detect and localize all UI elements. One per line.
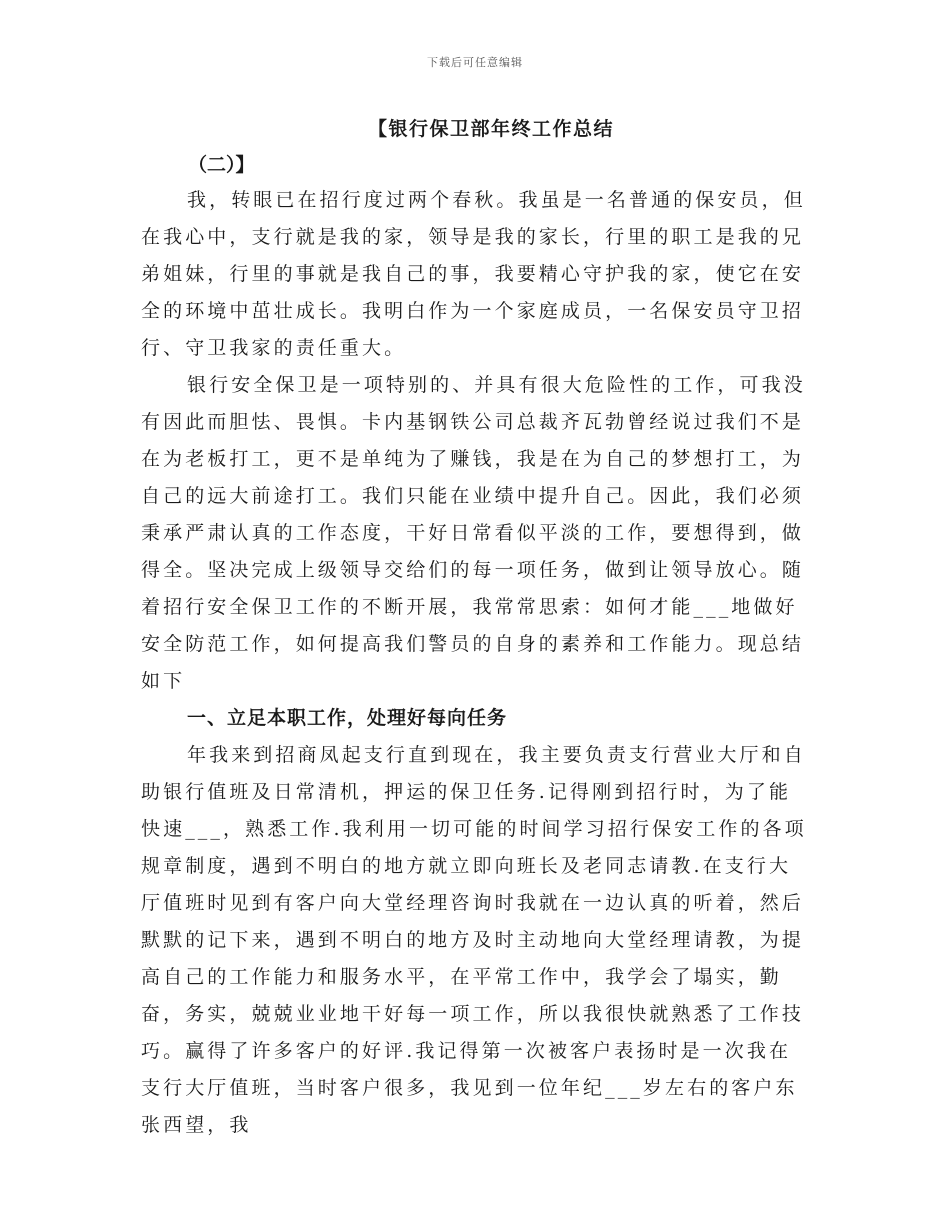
paragraph-security-work: 银行安全保卫是一项特别的、并具有很大危险性的工作，可我没有因此而胆怯、畏惧。卡内基钢铁公司总裁齐瓦勃曾经说过我们不是在为老板打工，更不是单纯为了赚钱，我是在为自己的梦想打工，为自己的远大前途打工。我们只能在业绩中提升自己。因此，我们必须秉承严肃认真的工作态度，干好日常看似平淡的工作，要想得到，做得全。坚决完成上级领导交给们的每一项任务，做到让领导放心。随着招行安全保卫工作的不断开展，我常常思索：如何才能___地做好安全防范工作，如何提高我们警员的自身的素养和工作能力。现总结如下 — [141, 374, 806, 692]
document-title: 【银行保卫部年终工作总结 — [368, 118, 615, 140]
paragraph-intro: 我，转眼已在招行度过两个春秋。我虽是一名普通的保安员，但在我心中，支行就是我的家，领导是我的家长，行里的职工是我的兄弟姐妹，行里的事就是我自己的事，我要精心守护我的家，使它在安全的环境中茁壮成长。我明白作为一个家庭成员，一名保安员守卫招行、守卫我家的责任重大。 — [141, 189, 806, 359]
paragraph-section-one: 年我来到招商凤起支行直到现在，我主要负责支行营业大厅和自助银行值班及日常清机，押运的保卫任务.记得刚到招行时，为了能快速___，熟悉工作.我利用一切可能的时间学习招行保安工作的各项规章制度，遇到不明白的地方就立即向班长及老同志请教.在支行大厅值班时见到有客户向大堂经理咨询时我就在一边认真的听着，然后默默的记下来，遇到不明白的地方及时主动地向大堂经理请教，为提高自己的工作能力和服务水平，在平常工作中，我学会了塌实，勤奋，务实，兢兢业业地干好每一项工作，所以我很快就熟悉了工作技巧。赢得了许多客户的好评.我记得第一次被客户表扬时是一次我在支行大厅值班，当时客户很多，我见到一位年纪___岁左右的客户东张西望，我 — [141, 744, 807, 1136]
document-subtitle: （二）】 — [188, 154, 255, 176]
section-heading: 一、立足本职工作，处理好每向任务 — [187, 707, 508, 729]
document-body — [141, 182, 811, 1144]
page-header-note: 下载后可任意编辑 — [427, 56, 523, 69]
